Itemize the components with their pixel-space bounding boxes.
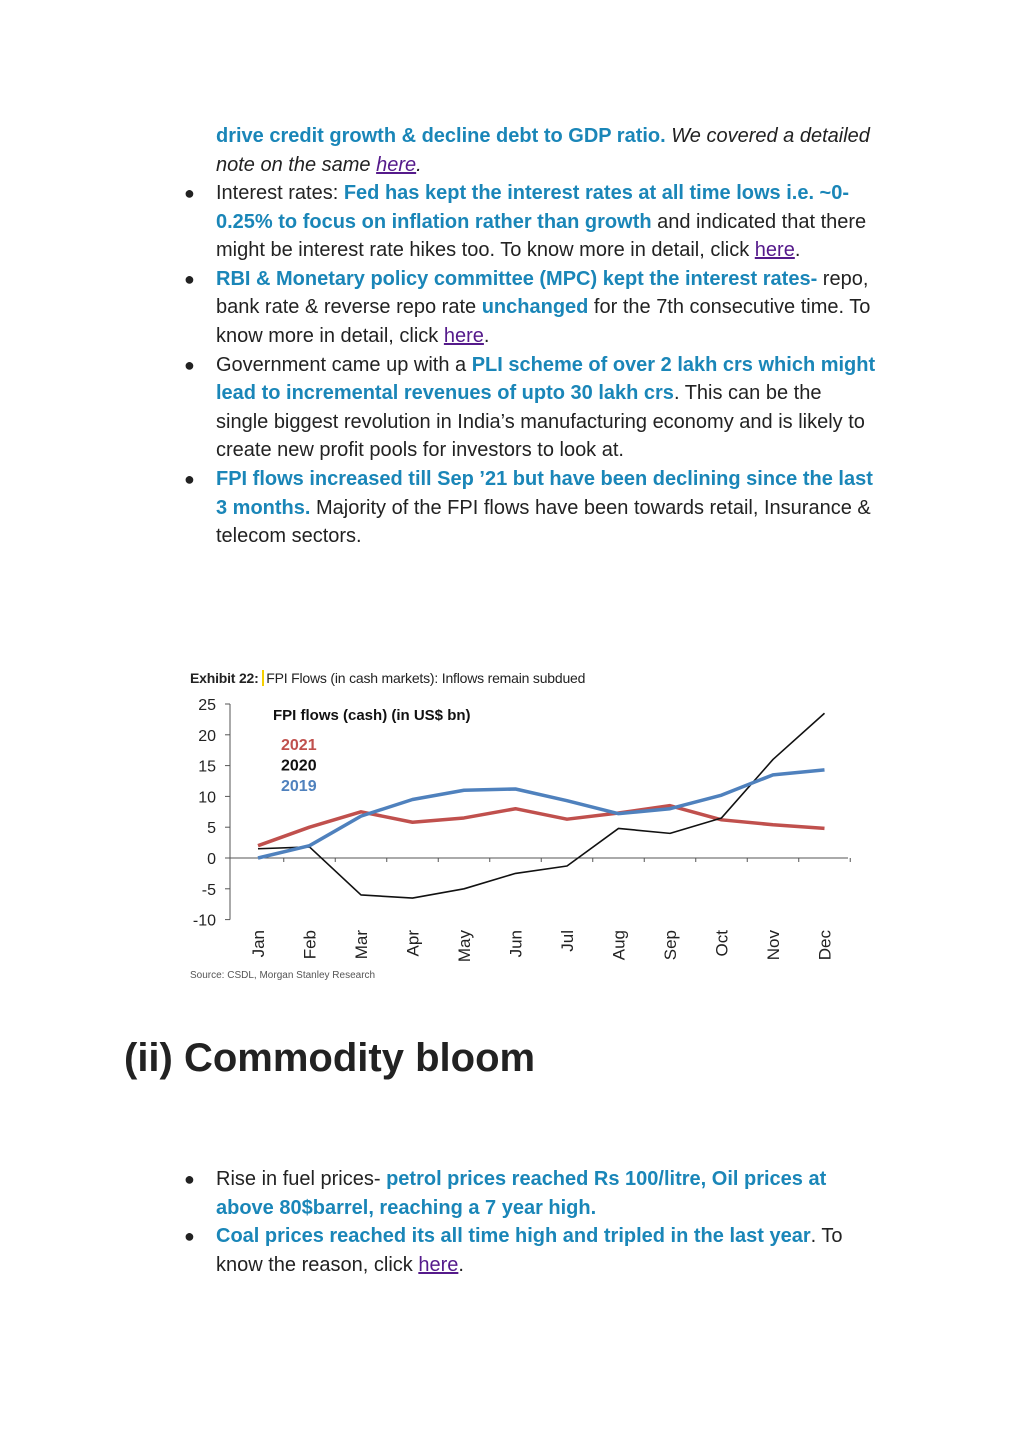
highlight-text: FPI flows increased till Sep ’21 but have been declining since the last 3 months.: [216, 467, 873, 519]
intro-continuation: [216, 122, 876, 179]
x-tick-label: Dec: [815, 930, 835, 961]
x-tick-label: Sep: [661, 930, 680, 961]
exhibit-title: Flows (in cash markets): Inflows remain subdued: [287, 670, 586, 686]
exhibit-caption: [190, 670, 585, 686]
bullet-text: . To know the reason, click: [216, 1225, 843, 1276]
x-tick-label: Mar: [352, 930, 371, 960]
list-item: [184, 465, 876, 551]
punctuation: .: [458, 1253, 464, 1276]
highlight-text: Fed has kept the interest rates at all time lows i.e. ~0-0.25% to focus on inflation rather than growth: [216, 182, 850, 233]
highlight-text: RBI & Monetary policy committee (MPC) kept the interest rates-: [216, 267, 818, 290]
bullet-text: Majority of the FPI flows have been towards retail, Insurance & telecom sectors.: [216, 496, 871, 548]
list-item: [184, 1222, 876, 1279]
bullet-text: Rise in fuel prices-: [216, 1168, 387, 1190]
y-tick-label: -5: [201, 881, 216, 899]
here-link[interactable]: here: [754, 239, 795, 262]
legend-entry-2019: 2019: [281, 778, 317, 795]
section-heading: (ii) Commodity bloom: [124, 1036, 536, 1080]
y-tick-label: 5: [207, 820, 216, 838]
highlight-text: petrol prices reached Rs 100/litre, Oil prices at above 80$barrel, reaching a 7 year high.: [216, 1168, 827, 1219]
x-tick-label: Jan: [249, 930, 268, 958]
bullet-list-economy: [184, 179, 876, 551]
x-tick-label: May: [455, 930, 474, 963]
x-tick-label: Nov: [764, 930, 783, 961]
bullet-text: repo, bank rate & reverse repo rate: [216, 267, 869, 319]
legend-entry-2020: 2020: [281, 757, 317, 775]
exhibit-fpi-text: FPI: [262, 670, 287, 686]
x-tick-label: Jul: [558, 930, 577, 952]
bullet-text: . This can be the single biggest revolution in India’s manufacturing economy and is likely to create new profit pools for investors to look at.: [216, 382, 865, 462]
highlight-text: drive credit growth & decline debt to GDP ratio.: [216, 125, 666, 147]
bullet-text: Government came up with a: [216, 353, 472, 376]
x-tick-label: Oct: [712, 930, 732, 957]
bullet-text: for the 7th consecutive time. To know more in detail, click: [216, 296, 871, 347]
bullet-list-commodity: [184, 1165, 876, 1279]
bullet-icon: ●: [184, 468, 195, 489]
here-link[interactable]: here: [443, 324, 484, 347]
chart-source: Source: CSDL, Morgan Stanley Research: [190, 970, 376, 981]
x-tick-label: Apr: [403, 930, 423, 957]
series-line-2020: [258, 713, 825, 898]
list-item: [184, 351, 876, 465]
bullet-text: and indicated that there might be interest rate hikes too. To know more in detail, click: [216, 210, 867, 262]
bullet-icon: ●: [184, 268, 195, 289]
highlight-text: Coal prices reached its all time high and tripled in the last year: [216, 1225, 811, 1248]
chart-inner-title: FPI flows (cash) (in US$ bn): [273, 707, 471, 724]
fpi-flows-chart: [180, 690, 870, 970]
list-item: [184, 179, 876, 265]
bullet-icon: ●: [184, 354, 195, 375]
y-tick-label: -10: [192, 912, 216, 930]
punctuation: .: [794, 239, 801, 262]
italic-note: note on the same: [216, 153, 377, 176]
list-item: [184, 1165, 876, 1222]
y-tick-label: 25: [198, 697, 216, 714]
bullet-icon: ●: [184, 1226, 195, 1247]
punctuation: .: [416, 153, 422, 176]
legend-entry-2021: 2021: [281, 737, 317, 754]
x-tick-label: Feb: [300, 930, 320, 960]
punctuation: .: [483, 324, 490, 347]
italic-note: We covered a detailed: [665, 125, 870, 147]
bullet-icon: ●: [184, 183, 195, 203]
highlight-text: PLI scheme of over 2 lakh crs which might lead to incremental revenues of upto 30 lakh crs: [216, 353, 876, 405]
bullet-icon: ●: [184, 1169, 195, 1189]
here-link[interactable]: here: [418, 1253, 459, 1276]
exhibit-label: Exhibit 22:: [190, 670, 259, 686]
x-tick-label: Aug: [609, 930, 629, 961]
y-tick-label: 10: [198, 789, 216, 807]
y-tick-label: 20: [198, 727, 216, 745]
y-tick-label: 0: [207, 851, 216, 868]
y-tick-label: 15: [198, 758, 216, 776]
x-tick-label: Jun: [506, 930, 526, 958]
bullet-text: Interest rates:: [216, 182, 344, 204]
here-link[interactable]: here: [376, 153, 417, 176]
list-item: [184, 265, 876, 351]
highlight-text: unchanged: [481, 296, 589, 319]
